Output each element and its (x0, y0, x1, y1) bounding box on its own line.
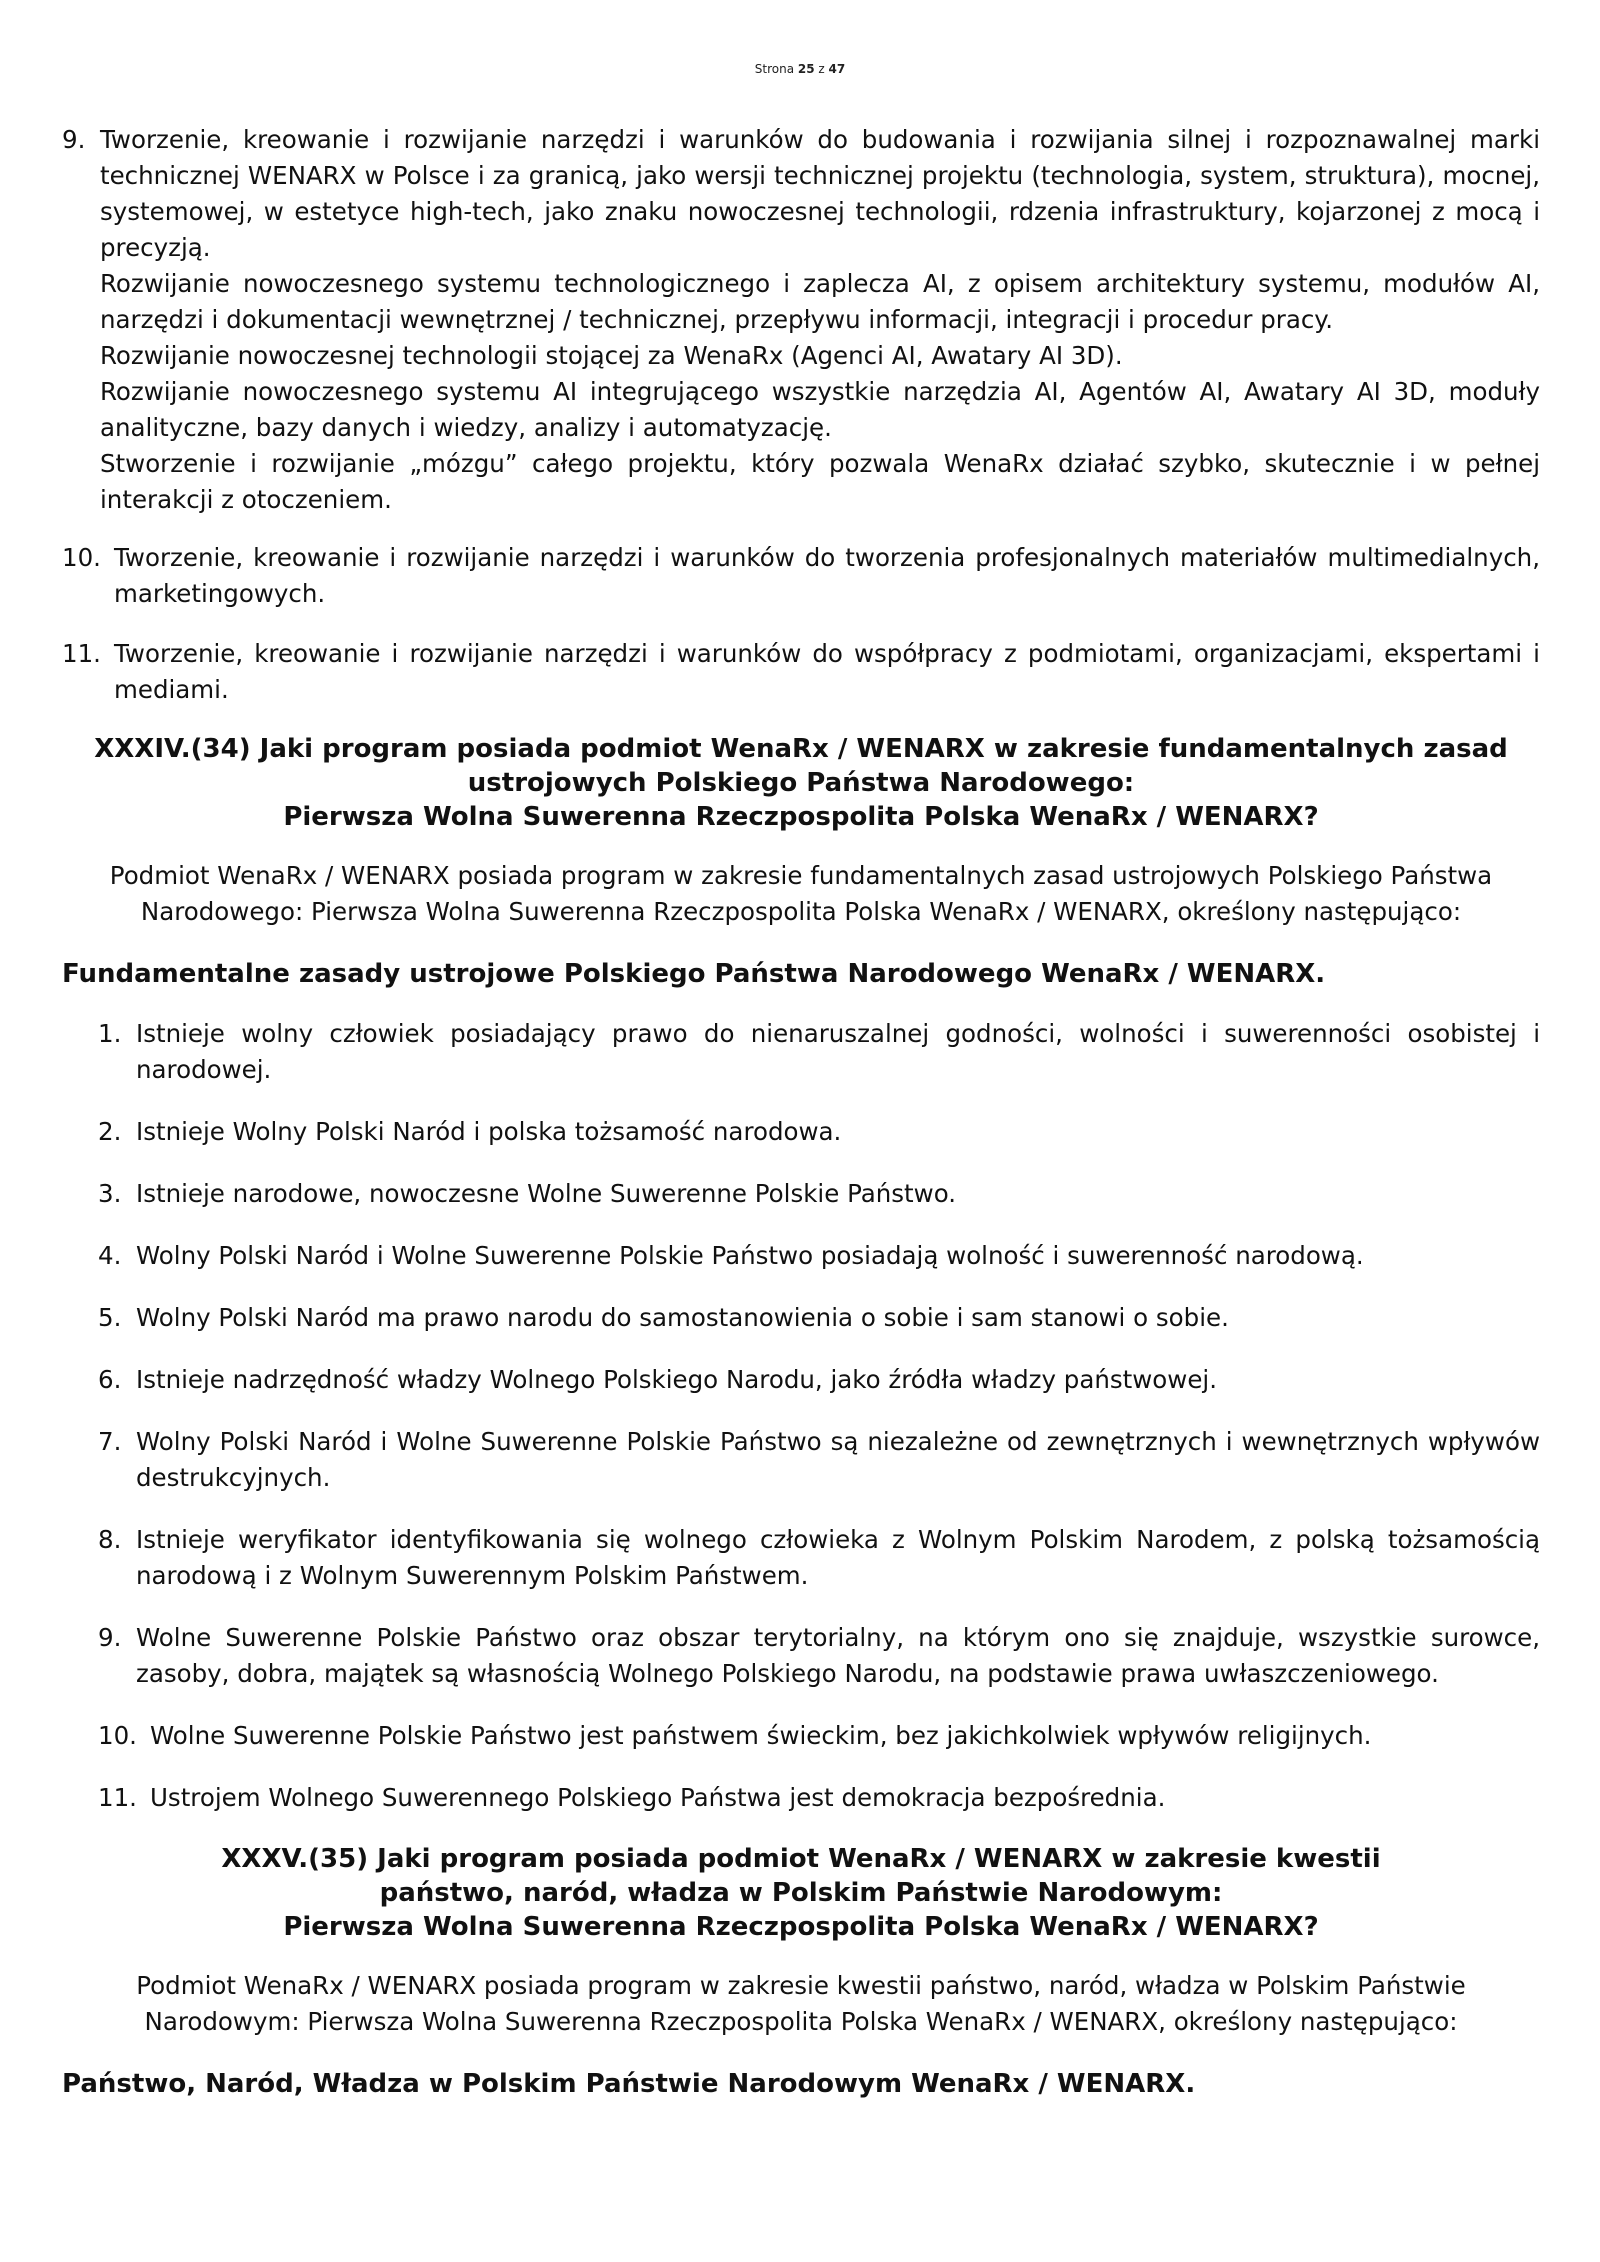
list-item-number: 5. (98, 1303, 122, 1332)
current-page: 25 (797, 62, 815, 76)
list-item-number: 4. (98, 1241, 122, 1270)
section-subheading: Fundamentalne zasady ustrojowe Polskiego Państwa Narodowego WenaRx / WENARX. (62, 959, 1326, 989)
page-separator: z (818, 62, 825, 76)
list-item (98, 1016, 1540, 1088)
list-item-number: 9. (98, 1623, 122, 1652)
list-item-number: 11. (62, 639, 101, 668)
list-item-number: 6. (98, 1365, 122, 1394)
list-item-text: Istnieje weryfikator identyfikowania się wolnego człowieka z Wolnym Polskim Narodem, z polską tożsamością narodową i z Wolnym Suwerennym Polskim Państwem. (136, 1525, 1540, 1590)
heading-line: XXXIV.(34) Jaki program posiada podmiot WenaRx / WENARX w zakresie fundamentalnych zasad (94, 734, 1508, 764)
list-item-text: Istnieje Wolny Polski Naród i polska tożsamość narodowa. (136, 1117, 842, 1146)
page-number-header (0, 62, 1600, 76)
section-heading-35 (62, 1842, 1540, 1944)
list-item-number: 10. (62, 543, 101, 572)
list-item-text: Wolne Suwerenne Polskie Państwo jest państwem świeckim, bez jakichkolwiek wpływów religijnych. (150, 1721, 1372, 1750)
list-item-text: Rozwijanie nowoczesnej technologii stojącej za WenaRx (Agenci AI, Awatary AI 3D). (100, 341, 1123, 370)
list-item-number: 2. (98, 1117, 122, 1146)
document-body (62, 122, 1540, 2126)
section-heading-34 (62, 732, 1540, 834)
list-item-text: Wolny Polski Naród i Wolne Suwerenne Polskie Państwo posiadają wolność i suwerenność narodową. (136, 1241, 1364, 1270)
list-item-number: 7. (98, 1427, 122, 1456)
list-item (98, 1718, 1540, 1754)
list-item-text: Rozwijanie nowoczesnego systemu AI integrującego wszystkie narzędzia AI, Agentów AI, Awatary AI 3D, moduły analityczne, bazy danych i wiedzy, analizy i automatyzację. (100, 377, 1540, 442)
list-item (98, 1424, 1540, 1496)
list-item-number: 10. (98, 1721, 137, 1750)
list-item-text: Istnieje narodowe, nowoczesne Wolne Suwerenne Polskie Państwo. (136, 1179, 957, 1208)
list-item-text: Stworzenie i rozwijanie „mózgu” całego projektu, który pozwala WenaRx działać szybko, skutecznie i w pełnej interakcji z otoczeniem. (100, 449, 1540, 514)
list-item-text: Wolny Polski Naród ma prawo narodu do samostanowienia o sobie i sam stanowi o sobie. (136, 1303, 1229, 1332)
heading-line: XXXV.(35) Jaki program posiada podmiot WenaRx / WENARX w zakresie kwestii (221, 1844, 1381, 1874)
list-item-text: Tworzenie, kreowanie i rozwijanie narzędzi i warunków do współpracy z podmiotami, organizacjami, ekspertami i mediami. (114, 639, 1540, 704)
list-item (98, 1620, 1540, 1692)
page-prefix: Strona (754, 62, 795, 76)
section-subheading: Państwo, Naród, Władza w Polskim Państwie Narodowym WenaRx / WENARX. (62, 2069, 1196, 2099)
list-item (98, 1238, 1540, 1274)
list-item (62, 540, 1540, 612)
list-item-number: 1. (98, 1019, 122, 1048)
list-item-number: 8. (98, 1525, 122, 1554)
list-item (98, 1300, 1540, 1336)
list-item-number: 11. (98, 1783, 137, 1812)
list-item-text: Istnieje wolny człowiek posiadający prawo do nienaruszalnej godności, wolności i suwerenności osobistej i narodowej. (136, 1019, 1540, 1084)
heading-line: państwo, naród, władza w Polskim Państwie Narodowym: (379, 1878, 1223, 1908)
list-item-text: Wolny Polski Naród i Wolne Suwerenne Polskie Państwo są niezależne od zewnętrznych i wewnętrznych wpływów destrukcyjnych. (136, 1427, 1540, 1492)
list-item (98, 1780, 1540, 1816)
list-item-text: Wolne Suwerenne Polskie Państwo oraz obszar terytorialny, na którym ono się znajduje, wszystkie surowce, zasoby, dobra, majątek są własnością Wolnego Polskiego Narodu, na podstawie prawa uwłaszczeniowego. (136, 1623, 1540, 1688)
list-item (98, 1114, 1540, 1150)
list-item-text: Ustrojem Wolnego Suwerennego Polskiego Państwa jest demokracja bezpośrednia. (150, 1783, 1166, 1812)
list-item-number: 9. (62, 125, 86, 154)
list-item-text: Istnieje nadrzędność władzy Wolnego Polskiego Narodu, jako źródła władzy państwowej. (136, 1365, 1217, 1394)
total-pages: 47 (828, 62, 846, 76)
list-item (62, 636, 1540, 708)
list-item-text: Tworzenie, kreowanie i rozwijanie narzędzi i warunków do tworzenia profesjonalnych materiałów multimedialnych, marketingowych. (114, 543, 1540, 608)
list-item-number: 3. (98, 1179, 122, 1208)
heading-line: ustrojowych Polskiego Państwa Narodowego: (467, 768, 1135, 798)
section-intro: Podmiot WenaRx / WENARX posiada program w zakresie fundamentalnych zasad ustrojowych Polskiego Państwa Narodowego: Pierwsza Wolna Suwerenna Rzeczpospolita Polska WenaRx / WENARX, określony następująco: (109, 861, 1493, 926)
list-item-text: Tworzenie, kreowanie i rozwijanie narzędzi i warunków do budowania i rozwijania silnej i rozpoznawalnej marki technicznej WENARX w Polsce i za granicą, jako wersji technicznej projektu (technologia, system, struktura), mocnej, systemowej, w estetyce high-tech, jako znaku nowoczesnej technologii, rdzenia infrastruktury, kojarzonej z mocą i precyzją. (100, 125, 1540, 262)
principles-list (98, 1016, 1540, 1816)
list-item (98, 1176, 1540, 1212)
heading-line: Pierwsza Wolna Suwerenna Rzeczpospolita Polska WenaRx / WENARX? (283, 802, 1319, 832)
list-item (98, 1522, 1540, 1594)
section-intro: Podmiot WenaRx / WENARX posiada program w zakresie kwestii państwo, naród, władza w Polskim Państwie Narodowym: Pierwsza Wolna Suwerenna Rzeczpospolita Polska WenaRx / WENARX, określony następująco: (136, 1971, 1466, 2036)
heading-line: Pierwsza Wolna Suwerenna Rzeczpospolita Polska WenaRx / WENARX? (283, 1912, 1319, 1942)
list-item-text: Rozwijanie nowoczesnego systemu technologicznego i zaplecza AI, z opisem architektury systemu, modułów AI, narzędzi i dokumentacji wewnętrznej / technicznej, przepływu informacji, integracji i procedur pracy. (100, 269, 1540, 334)
list-item (62, 122, 1540, 518)
list-item (98, 1362, 1540, 1398)
